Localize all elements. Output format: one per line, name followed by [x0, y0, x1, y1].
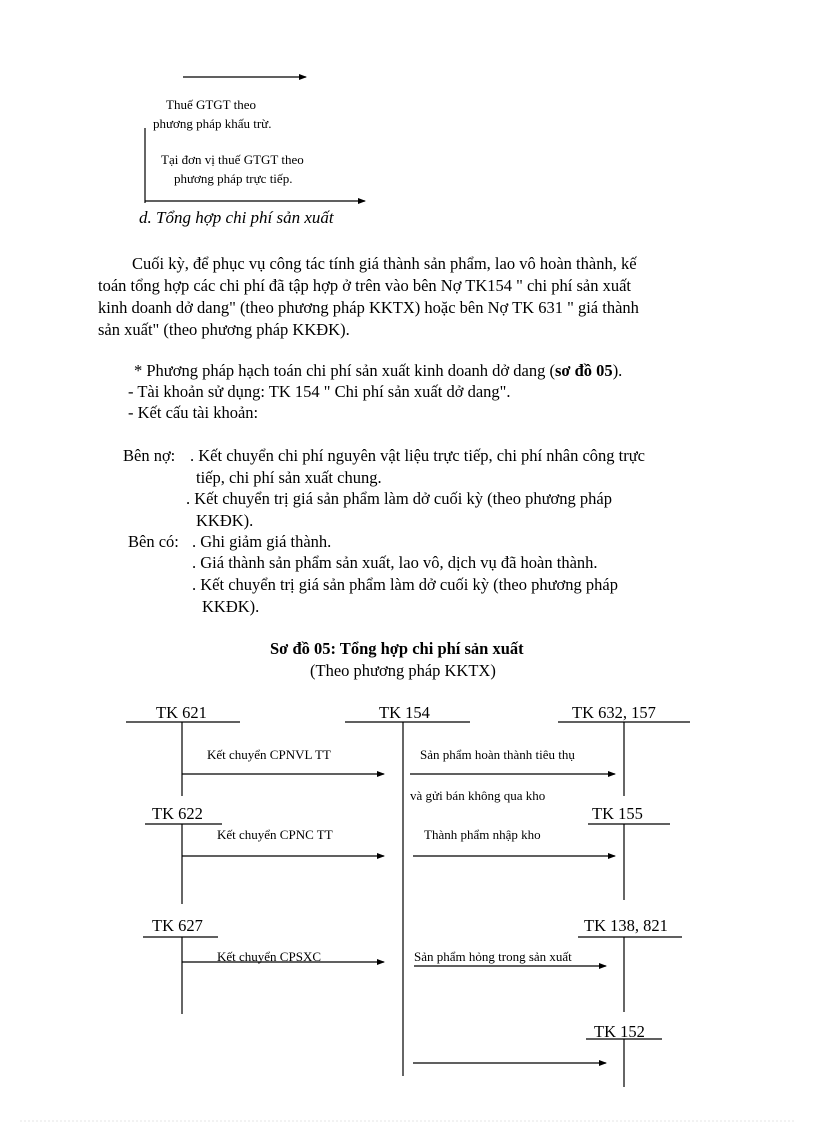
account-tk622: TK 622 [152, 804, 203, 823]
flow-finished-sold-line1: Sản phẩm hoàn thành tiêu thụ [420, 747, 575, 762]
paragraph-line-3: kinh doanh dở dang" (theo phương pháp KKTX) hoặc bên Nợ TK 631 " giá thành [98, 298, 639, 317]
debit-item1-line2: tiếp, chi phí sản xuất chung. [196, 468, 382, 487]
credit-item1: . Ghi giảm giá thành. [192, 532, 332, 551]
flow-defective-label: Sản phẩm hỏng trong sản xuất [414, 949, 572, 964]
paragraph-line-1: Cuối kỳ, để phục vụ công tác tính giá thành sản phẩm, lao vô hoàn thành, kế [132, 254, 637, 273]
method-intro-bold: sơ đồ 05 [554, 361, 613, 380]
account-used: - Tài khoản sử dụng: TK 154 " Chi phí sản xuất dở dang". [128, 382, 511, 401]
vat-deduction-line2: phương pháp khấu trừ. [153, 116, 272, 131]
diagram-title: Sơ đồ 05: Tổng hợp chi phí sản xuất [270, 639, 524, 658]
account-tk154: TK 154 [379, 703, 430, 722]
vat-deduction-line1: Thuế GTGT theo [166, 97, 257, 112]
paragraph-line-2: toán tổng hợp các chi phí đã tập hợp ở trên vào bên Nợ TK154 " chi phí sản xuất [98, 276, 632, 295]
flow-warehouse-label: Thành phẩm nhập kho [424, 827, 541, 842]
account-structure: - Kết cấu tài khoản: [128, 403, 259, 422]
credit-label: Bên có: [128, 532, 179, 551]
account-tk632: TK 632, 157 [572, 703, 656, 722]
account-tk152: TK 152 [594, 1022, 645, 1041]
debit-item1-line1: . Kết chuyển chi phí nguyên vật liệu trực tiếp, chi phí nhân công trực [190, 446, 646, 465]
credit-item3-line1: . Kết chuyển trị giá sản phẩm làm dở cuối kỳ (theo phương pháp [192, 575, 618, 594]
diagram-subtitle: (Theo phương pháp KKTX) [310, 661, 496, 680]
credit-item2: . Giá thành sản phẩm sản xuất, lao vô, dịch vụ đã hoàn thành. [192, 553, 598, 572]
flow-cpsxc-label: Kết chuyển CPSXC [217, 949, 321, 964]
flow-cpnvl-label: Kết chuyển CPNVL TT [207, 747, 331, 762]
debit-label: Bên nợ: [123, 446, 176, 465]
flow-finished-sold-line2: và gửi bán không qua kho [410, 788, 546, 803]
credit-item3-line2: KKĐK). [202, 597, 260, 616]
account-tk621: TK 621 [156, 703, 207, 722]
account-tk155: TK 155 [592, 804, 643, 823]
debit-item2-line1: . Kết chuyển trị giá sản phẩm làm dở cuối kỳ (theo phương pháp [186, 489, 612, 508]
account-tk138: TK 138, 821 [584, 916, 668, 935]
vat-direct-line1: Tại đơn vị thuế GTGT theo [161, 152, 304, 167]
paragraph-line-4: sản xuất" (theo phương pháp KKĐK). [98, 320, 350, 339]
account-tk627: TK 627 [152, 916, 203, 935]
flow-cpnc-label: Kết chuyển CPNC TT [217, 827, 333, 842]
method-intro: * Phương pháp hạch toán chi phí sản xuất kinh doanh dở dang (sơ đồ 05). [134, 361, 623, 380]
section-heading: d. Tổng hợp chi phí sản xuất [139, 208, 334, 227]
vat-direct-line2: phương pháp trực tiếp. [174, 171, 293, 186]
debit-item2-line2: KKĐK). [196, 511, 254, 530]
